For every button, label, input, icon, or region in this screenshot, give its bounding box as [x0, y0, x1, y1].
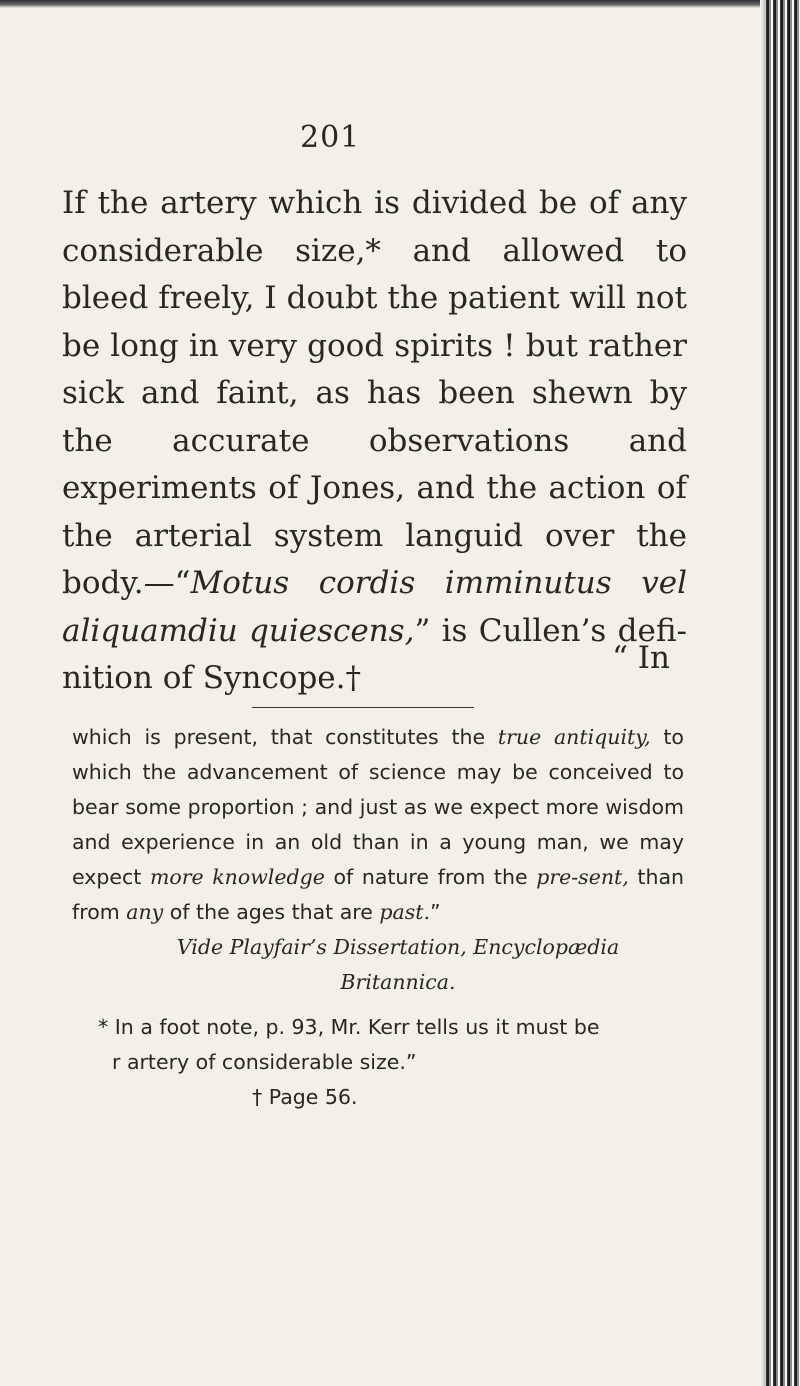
quote-text: to which the advancement of science may be conceived to bear some proportion ; and just as we expect more wisdom and experience in an old than in a young man, we may expect	[72, 725, 684, 889]
quote-italic: true antiquity,	[497, 725, 651, 749]
footnote-star: * In a foot note, p. 93, Mr. Kerr tells us it must be	[98, 1015, 600, 1039]
footnotes	[72, 720, 684, 1115]
quote-text: than from	[72, 865, 684, 924]
quote-text: of the ages that are	[163, 900, 380, 924]
main-paragraph-text: If the artery which is divided be of any considerable size,* and allowed to bleed freely, I doubt the patient will not be long in very good spirits ! but rather sick and faint, as has been shewn by the accurate observations and experiments of Jones, and the action of the arterial system languid over the body.—“	[62, 185, 687, 601]
main-paragraph	[62, 180, 687, 703]
attribution-line-1: Vide Playfair’s Dissertation, Encyclopædia	[176, 935, 620, 959]
latin-quotation: Motus cordis imminutus vel aliquamdiu quiescens,	[62, 565, 687, 649]
quote-text: which is present, that constitutes the	[72, 725, 498, 749]
footnote-quotation	[72, 720, 684, 930]
attribution-line-2: Britannica.	[340, 970, 456, 994]
main-paragraph-tail: ” is Cullen’s defi-nition of Syncope.†	[62, 612, 687, 696]
quote-text: of nature from the	[324, 865, 537, 889]
quote-italic: past.	[379, 900, 431, 924]
footnote-rule	[252, 707, 474, 708]
footnote-star-continued: r artery of considerable size.”	[112, 1050, 417, 1074]
main-text	[62, 180, 687, 703]
page-top-edge	[0, 0, 760, 8]
book-binding-edge	[760, 0, 800, 1386]
page-number: 201	[300, 120, 361, 155]
quote-italic: more knowledge	[149, 865, 325, 889]
footnote-dagger: † Page 56.	[252, 1085, 358, 1109]
quote-text: ”	[430, 900, 441, 924]
quote-italic: any	[126, 900, 164, 924]
catchword: “ In	[612, 640, 670, 676]
quote-italic: pre-sent,	[536, 865, 629, 889]
